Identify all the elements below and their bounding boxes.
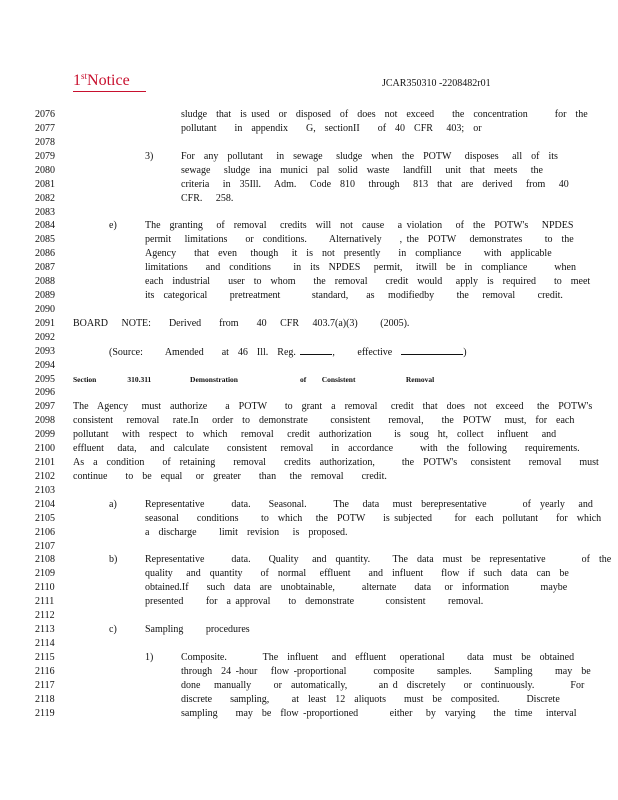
line-number: 2096: [35, 387, 55, 398]
line-number: 2111: [35, 596, 55, 607]
text-line: sampling may be flow -proportioned either by varying the time interval: [181, 708, 577, 719]
line-number: 2107: [35, 541, 55, 552]
line-number: 2092: [35, 332, 55, 343]
line-number: 2110: [35, 582, 55, 593]
text-line: a discharge limit revision is proposed.: [145, 527, 348, 538]
source-note: [109, 345, 467, 360]
line-number: 2078: [35, 137, 55, 148]
list-marker: 3): [145, 151, 154, 162]
text-line: limitations and conditions in its NPDES permit, itwill be in compliance when: [145, 262, 576, 273]
line-number: 2112: [35, 610, 55, 621]
list-marker: b): [109, 554, 118, 565]
text-line: permit limitations or conditions. Alternatively , the POTW demonstrates to the: [145, 234, 574, 245]
text-line: For any pollutant in sewage sludge when the POTW disposes all of its: [181, 151, 558, 162]
text-line: quality and quantity of normal effluent and influent flow if such data can be: [145, 568, 569, 579]
line-number: 2100: [35, 443, 55, 454]
line-number: 2094: [35, 360, 55, 371]
text-line: through 24 -hour flow -proportional composite samples. Sampling may be: [181, 666, 591, 677]
text-line: criteria in 35Ill. Adm. Code 810 through 813 that are derived from 40: [181, 179, 569, 190]
text-line: presented for a approval to demonstrate consistent removal.: [145, 596, 484, 607]
effective-blank: [401, 345, 463, 355]
text-line: sewage sludge ina munici pal solid waste landfill unit that meets the: [181, 165, 543, 176]
list-marker: c): [109, 624, 117, 635]
reg-blank: [300, 345, 332, 355]
text-line: CFR. 258.: [181, 193, 234, 204]
text-line: effluent data, and calculate consistent removal in accordance with the following requirements.: [73, 443, 580, 454]
notice-word: Notice: [87, 72, 130, 89]
text-line: continue to be equal or greater than the removal credit.: [73, 471, 387, 482]
text-line: As a condition of retaining removal credits authorization, the POTW's consistent removal must: [73, 457, 599, 468]
text-line: obtained.If such data are unobtainable, alternate data or information maybe: [145, 582, 568, 593]
text-line: Composite. The influent and effluent operational data must be obtained: [181, 652, 575, 663]
notice-underline: [73, 91, 146, 92]
notice-superscript: st: [81, 71, 88, 81]
text-line: discrete sampling, at least 12 aliquots must be composited. Discrete: [181, 694, 560, 705]
source-end: ): [463, 347, 467, 358]
jcar-code: JCAR350310 -2208482r01: [382, 78, 491, 89]
text-line: Representative data. Quality and quantity. The data must be representative of the: [145, 554, 612, 565]
line-number: 2082: [35, 193, 55, 204]
line-number: 2086: [35, 248, 55, 259]
line-number: 2083: [35, 207, 55, 218]
subheading: Sampling procedures: [145, 624, 250, 635]
text-line: Agency that even though it is not presently in compliance with applicable: [145, 248, 552, 259]
line-number: 2084: [35, 220, 55, 231]
text-line: seasonal conditions to which the POTW is subjected for each pollutant for which: [145, 513, 602, 524]
line-number: 2093: [35, 346, 55, 357]
text-line: its categorical pretreatment standard, as modifiedby the removal credit.: [145, 290, 563, 301]
line-number: 2091: [35, 318, 55, 329]
line-number: 2081: [35, 179, 55, 190]
text-line: consistent removal rate.In order to demonstrate consistent removal, the POTW must, for each: [73, 415, 575, 426]
board-note: BOARD NOTE: Derived from 40 CFR 403.7(a)(3) (2005).: [73, 318, 410, 329]
line-number: 2118: [35, 694, 55, 705]
line-number: 2104: [35, 499, 55, 510]
line-number: 2079: [35, 151, 55, 162]
line-number: 2087: [35, 262, 55, 273]
line-number: 2119: [35, 708, 55, 719]
line-number: 2115: [35, 652, 55, 663]
text-line: pollutant in appendix G, sectionII of 40 CFR 403; or: [181, 123, 482, 134]
line-number: 2085: [35, 234, 55, 245]
line-number: 2080: [35, 165, 55, 176]
line-number: 2095: [35, 374, 55, 385]
text-line: each industrial user to whom the removal credit would apply is required to meet: [145, 276, 591, 287]
line-number: 2088: [35, 276, 55, 287]
source-mid: , effective: [332, 347, 393, 358]
line-number: 2077: [35, 123, 55, 134]
line-number: 2099: [35, 429, 55, 440]
line-number: 2103: [35, 485, 55, 496]
line-number: 2109: [35, 568, 55, 579]
line-number: 2116: [35, 666, 55, 677]
notice-title: [73, 72, 130, 90]
text-line: The granting of removal credits will not cause a violation of the POTW's NPDES: [145, 220, 574, 231]
list-marker: 1): [145, 652, 154, 663]
line-number: 2113: [35, 624, 55, 635]
text-line: Representative data. Seasonal. The data must berepresentative of yearly and: [145, 499, 593, 510]
line-number: 2089: [35, 290, 55, 301]
line-number: 2090: [35, 304, 55, 315]
notice-prefix: 1: [73, 72, 81, 89]
line-number: 2117: [35, 680, 55, 691]
list-marker: a): [109, 499, 117, 510]
text-line: sludge that is used or disposed of does not exceed the concentration for the: [181, 109, 588, 120]
text-line: done manually or automatically, an d discretely or continuously. For: [181, 680, 585, 691]
line-number: 2102: [35, 471, 55, 482]
source-text: (Source: Amended at 46 Ill. Reg.: [109, 347, 296, 358]
line-number: 2097: [35, 401, 55, 412]
line-number: 2114: [35, 638, 55, 649]
section-heading: Section 310.311 Demonstration of Consistent Removal: [73, 375, 435, 384]
line-number: 2106: [35, 527, 55, 538]
text-line: The Agency must authorize a POTW to grant a removal credit that does not exceed the POTW's: [73, 401, 593, 412]
line-number: 2098: [35, 415, 55, 426]
line-number: 2105: [35, 513, 55, 524]
line-number: 2076: [35, 109, 55, 120]
line-number: 2108: [35, 554, 55, 565]
list-marker: e): [109, 220, 117, 231]
line-number: 2101: [35, 457, 55, 468]
text-line: pollutant with respect to which removal credit authorization is soug ht, collect influent and: [73, 429, 557, 440]
